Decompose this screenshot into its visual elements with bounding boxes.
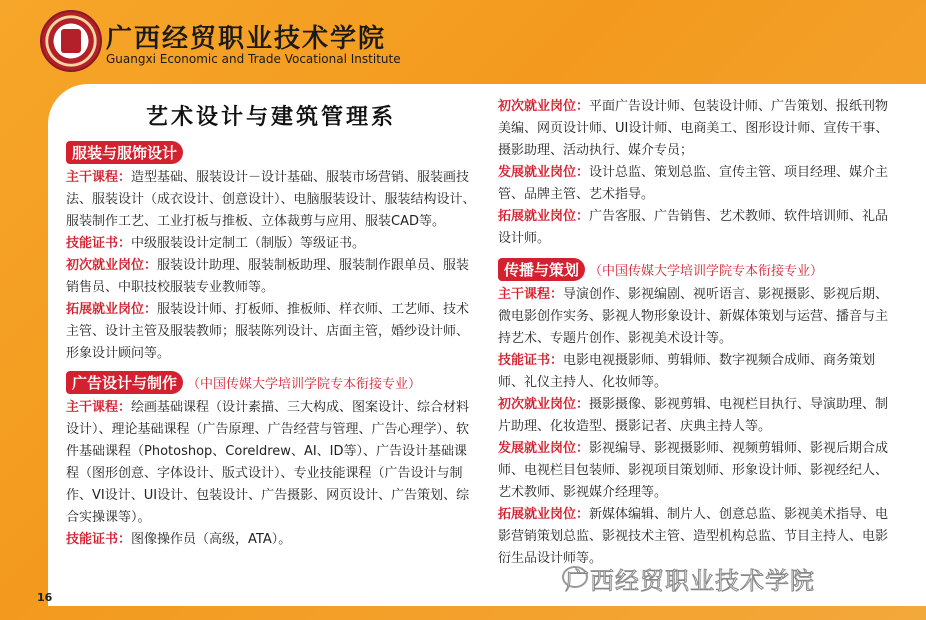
school-name-en: Guangxi Economic and Trade Vocational Institute — [106, 52, 401, 66]
right-column — [498, 96, 898, 570]
left-column — [66, 96, 476, 551]
ad-heading — [66, 371, 476, 394]
school-logo — [40, 10, 102, 72]
media-initial-jobs: 初次就业岗位：摄影摄像、影视剪辑、电视栏目执行、导演助理、制片助理、化妆造型、摄影记者、庆典主持人等。 — [498, 397, 889, 434]
department-title: 艺术设计与建筑管理系 — [145, 105, 396, 130]
ad-expand-jobs: 拓展就业岗位：广告客服、广告销售、艺术教师、软件培训师、礼品设计师。 — [498, 209, 889, 246]
media-main-courses: 主干课程：导演创作、影视编剧、视听语言、影视摄影、影视后期、微电影创作实务、影视人物形象设计、新媒体策划与运营、播音与主持艺术、专题片创作、影视美术设计等。 — [498, 287, 889, 346]
ad-main-courses: 主干课程：绘画基础课程（设计素描、三大构成、图案设计、综合材料设计）、理论基础课程（广告原理、广告经营与管理、广告心理学）、软件基础课程（Photoshop、Coreldrew、AI、ID等）、广告设计基础课程（图形创意、字体设计、版式设计）、专业技能课程（广告设计与制作、VI设计、UI设计、包装设计、广告摄影、网页设计、广告策划、综合实操课等）。 — [66, 400, 470, 525]
fashion-main-courses: 主干课程：造型基础、服装设计－设计基础、服装市场营销、服装画技法、服装设计（成衣设计、创意设计）、电脑服装设计、服装结构设计、服装制作工艺、工业打板与推板、立体裁剪与应用、服装CAD等。 — [66, 170, 476, 229]
ad-develop-jobs: 发展就业岗位：设计总监、策划总监、宣传主管、项目经理、媒介主管、品牌主管、艺术指导。 — [498, 165, 889, 202]
watermark: 广西经贸职业技术学院 — [565, 567, 815, 595]
media-title: 传播与策划 — [498, 258, 585, 281]
school-name-cn: 广西经贸职业技术学院 — [106, 24, 387, 54]
fashion-expand-jobs: 拓展就业岗位：服装设计师、打板师、推板师、样衣师、工艺师、技术主管、设计主管及服装教师；服装陈列设计、店面主管，婚纱设计师、形象设计顾问等。 — [66, 302, 470, 361]
ad-skill-cert: 技能证书：图像操作员（高级，ATA）。 — [66, 532, 292, 547]
media-heading — [498, 258, 898, 281]
page-number: 16 — [37, 591, 53, 604]
media-subtitle: （中国传媒大学培训学院专本衔接专业） — [589, 264, 824, 279]
fashion-heading — [66, 141, 476, 164]
media-skill-cert: 技能证书：电影电视摄影师、剪辑师、数字视频合成师、商务策划师、礼仪主持人、化妆师等。 — [498, 353, 876, 390]
header — [0, 0, 926, 86]
fashion-initial-jobs: 初次就业岗位：服装设计助理、服装制板助理、服装制作跟单员、服装销售员、中职技校服装专业教师等。 — [66, 258, 470, 295]
ad-title: 广告设计与制作 — [66, 371, 183, 394]
fashion-skill-cert: 技能证书：中级服装设计定制工（制版）等级证书。 — [66, 236, 366, 251]
ad-initial-jobs: 初次就业岗位：平面广告设计师、包装设计师、广告策划、报纸刊物美编、网页设计师、UI设计师、电商美工、图形设计师、宣传干事、摄影助理、活动执行、媒介专员； — [498, 99, 889, 158]
media-expand-jobs: 拓展就业岗位：新媒体编辑、制片人、创意总监、影视美术指导、电影营销策划总监、影视技术主管、造型机构总监、节目主持人、电影衍生品设计师等。 — [498, 507, 889, 566]
fashion-title: 服装与服饰设计 — [66, 141, 183, 164]
media-develop-jobs: 发展就业岗位：影视编导、影视摄影师、视频剪辑师、影视后期合成师、电视栏目包装师、影视项目策划师、形象设计师、影视经纪人、艺术教师、影视媒介经理等。 — [498, 441, 889, 500]
ad-subtitle: （中国传媒大学培训学院专本衔接专业） — [187, 377, 422, 392]
